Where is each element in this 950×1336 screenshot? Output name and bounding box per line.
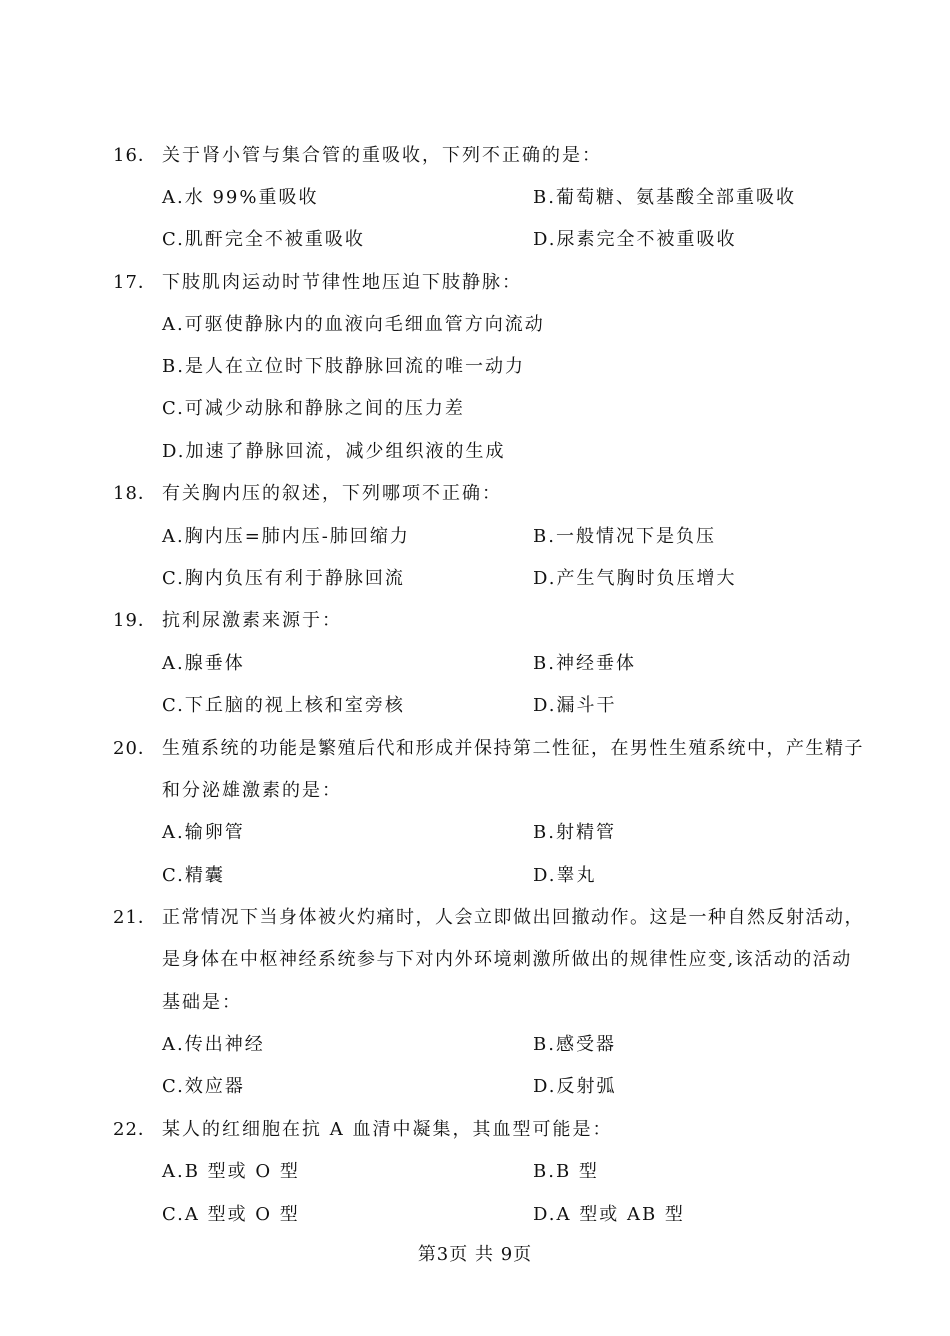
question-stem: 抗利尿激素来源于： <box>162 610 342 631</box>
option-a: A.水 99%重吸收 <box>162 187 319 208</box>
option-c: C.可减少动脉和静脉之间的压力差 <box>162 398 465 419</box>
question-stem: 下肢肌肉运动时节律性地压迫下肢静脉： <box>162 272 522 293</box>
question-number: 21． <box>113 907 157 928</box>
question-number: 17． <box>113 272 157 293</box>
option-c: C.肌酐完全不被重吸收 <box>162 229 365 250</box>
option-b: B.B 型 <box>533 1161 599 1182</box>
question-number: 19． <box>113 610 157 631</box>
option-c: C.效应器 <box>162 1076 245 1097</box>
question-number: 20． <box>113 738 157 759</box>
question-number: 22． <box>113 1119 157 1140</box>
option-c: C.胸内负压有利于静脉回流 <box>162 568 405 589</box>
option-b: B.葡萄糖、氨基酸全部重吸收 <box>533 187 796 208</box>
option-c: C.A 型或 O 型 <box>162 1204 300 1225</box>
option-a: A.B 型或 O 型 <box>162 1161 300 1182</box>
option-d: D.产生气胸时负压增大 <box>533 568 737 589</box>
option-d: D.反射弧 <box>533 1076 617 1097</box>
option-a: A.输卵管 <box>162 822 245 843</box>
option-b: B.射精管 <box>533 822 616 843</box>
option-a: A.传出神经 <box>162 1034 265 1055</box>
option-c: C.下丘脑的视上核和室旁核 <box>162 695 405 716</box>
option-b: B.是人在立位时下肢静脉回流的唯一动力 <box>162 356 525 377</box>
option-d: D.A 型或 AB 型 <box>533 1204 685 1225</box>
question-number: 18． <box>113 483 157 504</box>
option-d: D.加速了静脉回流，减少组织液的生成 <box>162 441 506 462</box>
question-stem: 关于肾小管与集合管的重吸收，下列不正确的是： <box>162 145 602 166</box>
option-b: B.神经垂体 <box>533 653 636 674</box>
question-stem: 某人的红细胞在抗 A 血清中凝集，其血型可能是： <box>162 1119 613 1140</box>
option-a: A.腺垂体 <box>162 653 245 674</box>
question-stem-line-2: 是身体在中枢神经系统参与下对内外环境刺激所做出的规律性应变,该活动的活动 <box>162 949 852 970</box>
question-stem-line-3: 基础是： <box>162 992 242 1013</box>
option-d: D.漏斗干 <box>533 695 617 716</box>
page-footer: 第3页 共 9页 <box>417 1244 533 1265</box>
question-stem-line-2: 和分泌雄激素的是： <box>162 780 342 801</box>
question-number: 16． <box>113 145 157 166</box>
question-stem: 有关胸内压的叙述，下列哪项不正确： <box>162 483 502 504</box>
option-a: A.胸内压=肺内压-肺回缩力 <box>162 526 410 547</box>
option-d: D.睾丸 <box>533 865 597 886</box>
option-a: A.可驱使静脉内的血液向毛细血管方向流动 <box>162 314 545 335</box>
option-b: B.感受器 <box>533 1034 616 1055</box>
option-d: D.尿素完全不被重吸收 <box>533 229 737 250</box>
option-b: B.一般情况下是负压 <box>533 526 716 547</box>
question-stem-line-1: 生殖系统的功能是繁殖后代和形成并保持第二性征，在男性生殖系统中，产生精子 <box>162 738 864 759</box>
option-c: C.精囊 <box>162 865 225 886</box>
question-stem-line-1: 正常情况下当身体被火灼痛时，人会立即做出回撤动作。这是一种自然反射活动， <box>162 907 864 928</box>
